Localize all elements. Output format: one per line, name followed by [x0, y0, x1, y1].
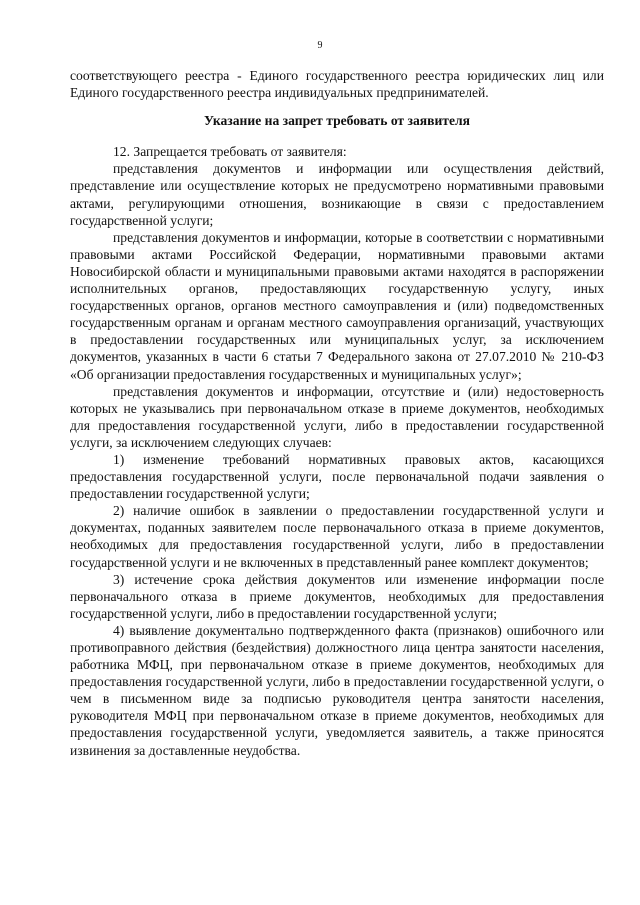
document-body [70, 67, 604, 759]
page-number: 9 [317, 40, 323, 51]
exception-case: 3) истечение срока действия документов или изменение информации после первоначального отказа в приеме документов, необходимых для предоставления государственной услуги, либо в предоставлении государственной услуги; [70, 571, 604, 621]
section-title: Указание на запрет требовать от заявителя [204, 113, 470, 129]
exception-case: 1) изменение требований нормативных правовых актов, касающихся предоставления государственной услуги, после первоначальной подачи заявления о предоставлении государственной услуги; [70, 451, 604, 502]
restriction-paragraph: представления документов и информации или осуществления действий, представление или осуществление которых не предусмотрено нормативными правовыми актами, регулирующими отношения, возникающие в связи с предоставлением государственной услуги; [70, 161, 604, 228]
item-heading: 12. Запрещается требовать от заявителя: [113, 144, 347, 160]
restriction-paragraph: представления документов и информации, которые в соответствии с нормативными правовыми актами Российской Федерации, нормативными правовыми актами Новосибирской области и муниципальными правовыми актами находятся в распоряжении исполнительных органов, предоставляющих государственную услугу, иных государственных органов, органов местного самоуправления и (или) подведомственных государственным органам и органам местного самоуправления организаций, участвующих в предоставлении государственных или муниципальных услуг, за исключением документов, указанных в части 6 статьи 7 Федерального закона от 27.07.2010 № 210-ФЗ «Об организации предоставления государственных и муниципальных услуг»; [70, 229, 604, 382]
exception-case: 4) выявление документально подтвержденного факта (признаков) ошибочного или противоправного действия (бездействия) должностного лица центра занятости населения, работника МФЦ, при первоначальном отказе в приеме документов, необходимых для предоставления государственной услуги, либо в предоставлении государственной услуги, о чем в письменном виде за подписью руководителя центра занятости населения, руководителя МФЦ при первоначальном отказе в приеме документов, необходимых для предоставления государственной услуги, уведомляется заявитель, а также приносятся извинения за доставленные неудобства. [70, 622, 604, 758]
exception-case: 2) наличие ошибок в заявлении о предоставлении государственной услуги и документах, поданных заявителем после первоначального отказа в приеме документов, необходимых для предоставления государственной услуги, либо в предоставлении государственной услуги и не включенных в представленный ранее комплект документов; [70, 503, 604, 570]
intro-paragraph: соответствующего реестра - Единого государственного реестра юридических лиц или Единого государственного реестра индивидуальных предпринимателей. [70, 68, 604, 101]
restriction-paragraph: представления документов и информации, отсутствие и (или) недостоверность которых не указывались при первоначальном отказе в приеме документов, необходимых для предоставления государственной услуги, либо в предоставлении государственной услуги, за исключением следующих случаев: [70, 383, 604, 450]
